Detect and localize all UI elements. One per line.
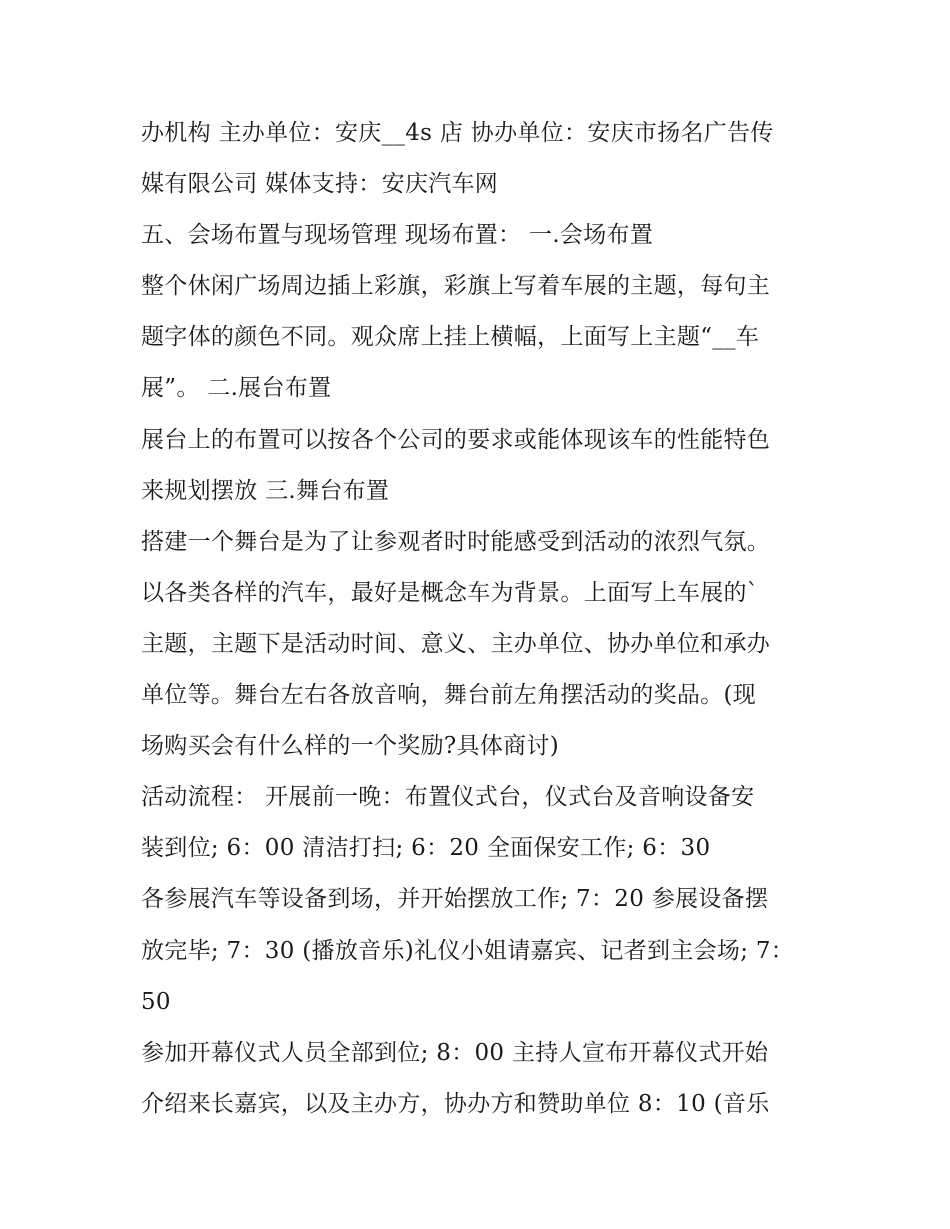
text-line: 介绍来长嘉宾，以及主办方，协办方和赞助单位 8：10 (音乐 [141,1090,770,1117]
text-line: 办机构 主办单位：安庆__4s 店 协办单位：安庆市扬名广告传 [141,120,774,146]
text-line: 场购买会有什么样的一个奖励?具体商讨) [141,733,560,760]
text-line: 整个休闲广场周边插上彩旗，彩旗上写着车展的主题，每句主 [141,273,771,300]
document-body [141,108,821,1130]
text-line: 展台上的布置可以按各个公司的要求或能体现该车的性能特色 [141,426,771,453]
text-line: 媒有限公司 媒体支持：安庆汽车网 [141,171,499,198]
section-heading-line: 五、会场布置与现场管理 现场布置： 一.会场布置 [141,222,654,249]
text-line: 单位等。舞台左右各放音响，舞台前左角摆活动的奖品。(现 [141,682,757,709]
text-line: 以各类各样的汽车，最好是概念车为背景。上面写上车展的` [141,579,759,606]
text-line: 题字体的颜色不同。观众席上挂上横幅，上面写上主题“__车 [141,324,760,351]
text-line: 参加开幕仪式人员全部到位; 8：00 主持人宣布开幕仪式开始 [141,1039,769,1066]
text-line: 50 [141,988,171,1015]
text-line: 来规划摆放 三.舞台布置 [141,477,390,504]
text-line: 放完毕; 7：30 (播放音乐)礼仪小姐请嘉宾、记者到主会场; 7： [141,937,795,964]
text-line: 搭建一个舞台是为了让参观者时时能感受到活动的浓烈气氛。 [141,528,771,555]
text-line: 装到位; 6：00 清洁打扫; 6：20 全面保安工作; 6：30 [141,835,711,862]
text-line: 主题，主题下是活动时间、意义、主办单位、协办单位和承办 [141,630,771,657]
text-line: 展”。 二.展台布置 [141,375,332,402]
text-line: 活动流程： 开展前一晚：布置仪式台，仪式台及音响设备安 [141,784,755,811]
text-line: 各参展汽车等设备到场，并开始摆放工作; 7：20 参展设备摆 [141,886,769,913]
